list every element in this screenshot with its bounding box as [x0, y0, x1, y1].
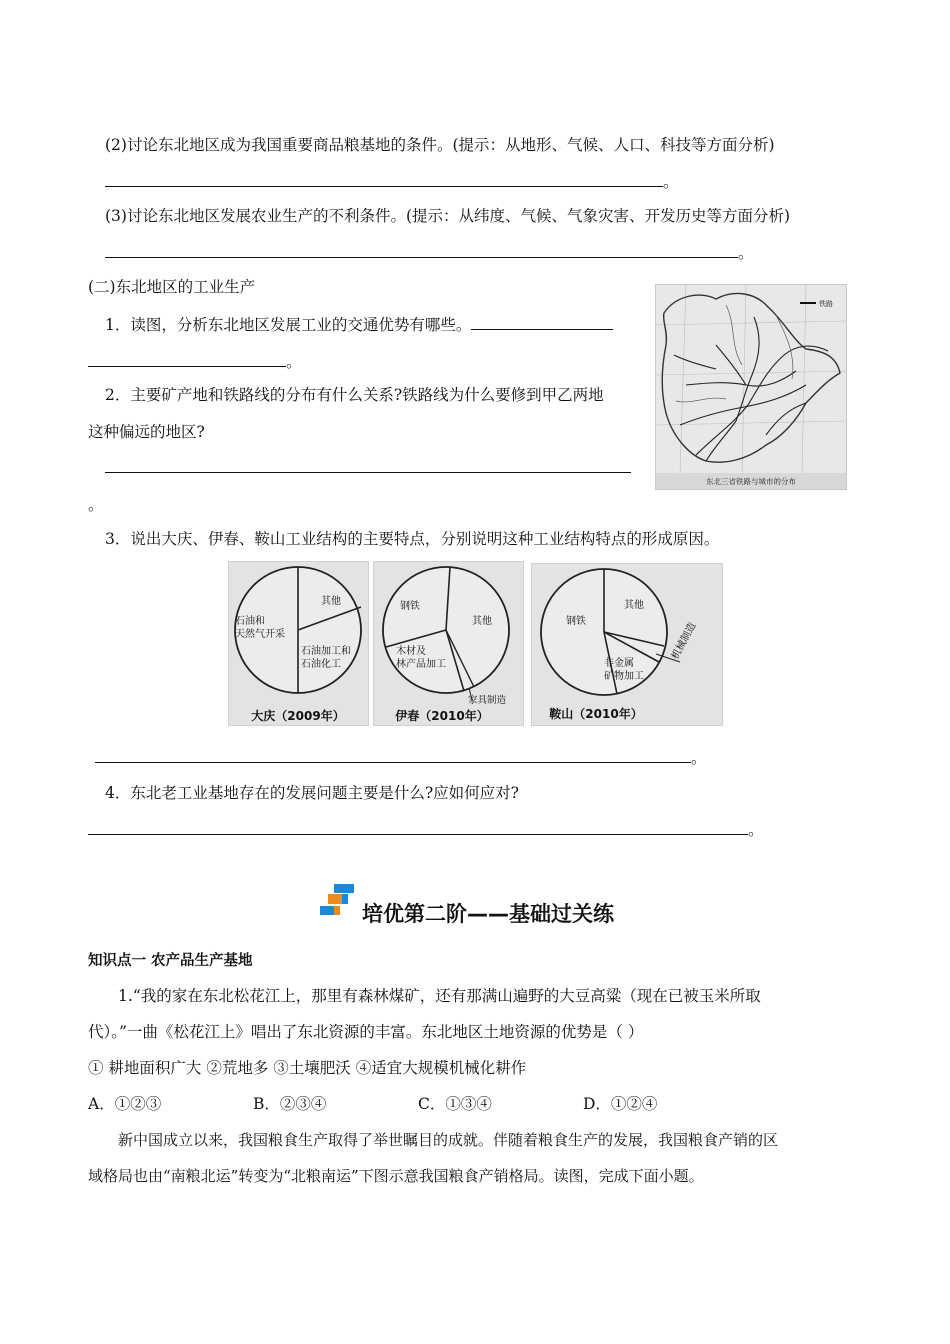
industry-question-2-line2: 这种偏远的地区? [88, 423, 205, 441]
mc-question-1-line1: 1.“我的家在东北松花江上，那里有森林煤矿，还有那满山遍野的大豆高粱（现在已被玉米所取 [118, 987, 761, 1005]
pie-daqing-label-petro-1: 石油加工和 [301, 646, 351, 657]
pie-anshan-label-nonmetal-2: 矿物加工 [604, 671, 644, 682]
pie-daqing-label-oil-2: 天然气开采 [235, 629, 285, 640]
industry-question-3: 3．说出大庆、伊春、鞍山工业结构的主要特点，分别说明这种工业结构特点的形成原因。 [105, 530, 720, 548]
pie-anshan [531, 563, 723, 726]
answer-line-ind-2 [105, 456, 631, 479]
pie-yichun-label-wood-1: 木材及 [396, 646, 426, 657]
industry-question-4: 4．东北老工业基地存在的发展问题主要是什么?应如何应对? [105, 784, 519, 802]
railway-map [655, 284, 847, 490]
answer-blank[interactable] [88, 818, 748, 835]
pie-yichun-label-steel: 钢铁 [400, 601, 420, 612]
map-caption: 东北三省铁路与城市的分布 [706, 477, 796, 486]
question-2: (2)讨论东北地区成为我国重要商品粮基地的条件。(提示：从地形、气候、人口、科技等方面分析) [105, 136, 775, 154]
answer-blank[interactable] [105, 456, 631, 473]
pie-yichun [373, 561, 524, 726]
pie-daqing-label-other: 其他 [321, 596, 341, 607]
pie-anshan-label-steel: 钢铁 [566, 616, 586, 627]
mc-option-c[interactable]: C．①③④ [418, 1095, 492, 1113]
answer-line-2 [105, 170, 679, 193]
paragraph-line1: 新中国成立以来，我国粮食生产取得了举世瞩目的成就。伴随着粮食生产的发展，我国粮食产销的区 [118, 1131, 779, 1149]
pie-daqing-label-oil-1: 石油和 [235, 616, 265, 627]
answer-blank[interactable] [105, 170, 663, 187]
section-logo-icon [320, 884, 360, 918]
pie-anshan-caption: 鞍山（2010年） [549, 707, 643, 721]
period: 。 [663, 173, 679, 191]
pie-yichun-label-furniture: 家具制造 [468, 695, 507, 706]
pie-daqing [228, 561, 369, 726]
period: 。 [691, 749, 707, 767]
pie-anshan-label-machinery: 机械制造 [669, 620, 699, 662]
answer-line-ind-3 [95, 746, 707, 769]
mc-option-d[interactable]: D．①②④ [583, 1095, 658, 1113]
period-standalone: 。 [88, 496, 104, 514]
section-title: (二)东北地区的工业生产 [88, 278, 256, 296]
section-heading: 培优第二阶——基础过关练 [362, 902, 614, 926]
answer-line-ind-1 [88, 350, 302, 373]
industry-question-1-text: 1．读图，分析东北地区发展工业的交通优势有哪些。 [105, 316, 472, 334]
answer-blank[interactable] [88, 350, 286, 367]
period: 。 [738, 244, 754, 262]
answer-blank[interactable] [471, 313, 613, 330]
question-3: (3)讨论东北地区发展农业生产的不利条件。(提示：从纬度、气候、气象灾害、开发历史等方面分析) [105, 207, 791, 225]
paragraph-line2: 域格局也由“南粮北运”转变为“北粮南运”下图示意我国粮食产销格局。读图，完成下面小题。 [88, 1167, 704, 1185]
answer-blank[interactable] [105, 241, 738, 258]
pie-yichun-label-other: 其他 [472, 616, 492, 627]
answer-line-ind-4 [88, 818, 764, 841]
industry-question-1 [105, 313, 613, 336]
pie-anshan-label-nonmetal-1: 非金属 [604, 658, 634, 669]
pie-daqing-caption: 大庆（2009年） [251, 709, 345, 723]
answer-blank[interactable] [95, 746, 691, 763]
map-legend-label: 铁路 [819, 300, 833, 308]
mc-option-b[interactable]: B．②③④ [253, 1095, 327, 1113]
answer-line-3 [105, 241, 754, 264]
mc-question-1-line2: 代）。”一曲《松花江上》唱出了东北资源的丰富。东北地区土地资源的优势是（ ） [88, 1023, 644, 1041]
pie-daqing-label-petro-2: 石油化工 [301, 659, 341, 670]
pie-yichun-caption: 伊春（2010年） [395, 709, 489, 723]
industry-question-2-line1: 2．主要矿产地和铁路线的分布有什么关系?铁路线为什么要修到甲乙两地 [105, 386, 604, 404]
railway-map-drawing [656, 285, 846, 489]
period: 。 [286, 353, 302, 371]
pie-anshan-label-other: 其他 [624, 600, 644, 611]
mc-option-a[interactable]: A．①②③ [88, 1095, 162, 1113]
pie-yichun-label-wood-2: 林产品加工 [396, 659, 446, 670]
mc-question-1-items: ① 耕地面积广大 ②荒地多 ③土壤肥沃 ④适宜大规模机械化耕作 [88, 1059, 527, 1077]
knowledge-point-title: 知识点一 农产品生产基地 [88, 953, 253, 969]
period: 。 [748, 821, 764, 839]
